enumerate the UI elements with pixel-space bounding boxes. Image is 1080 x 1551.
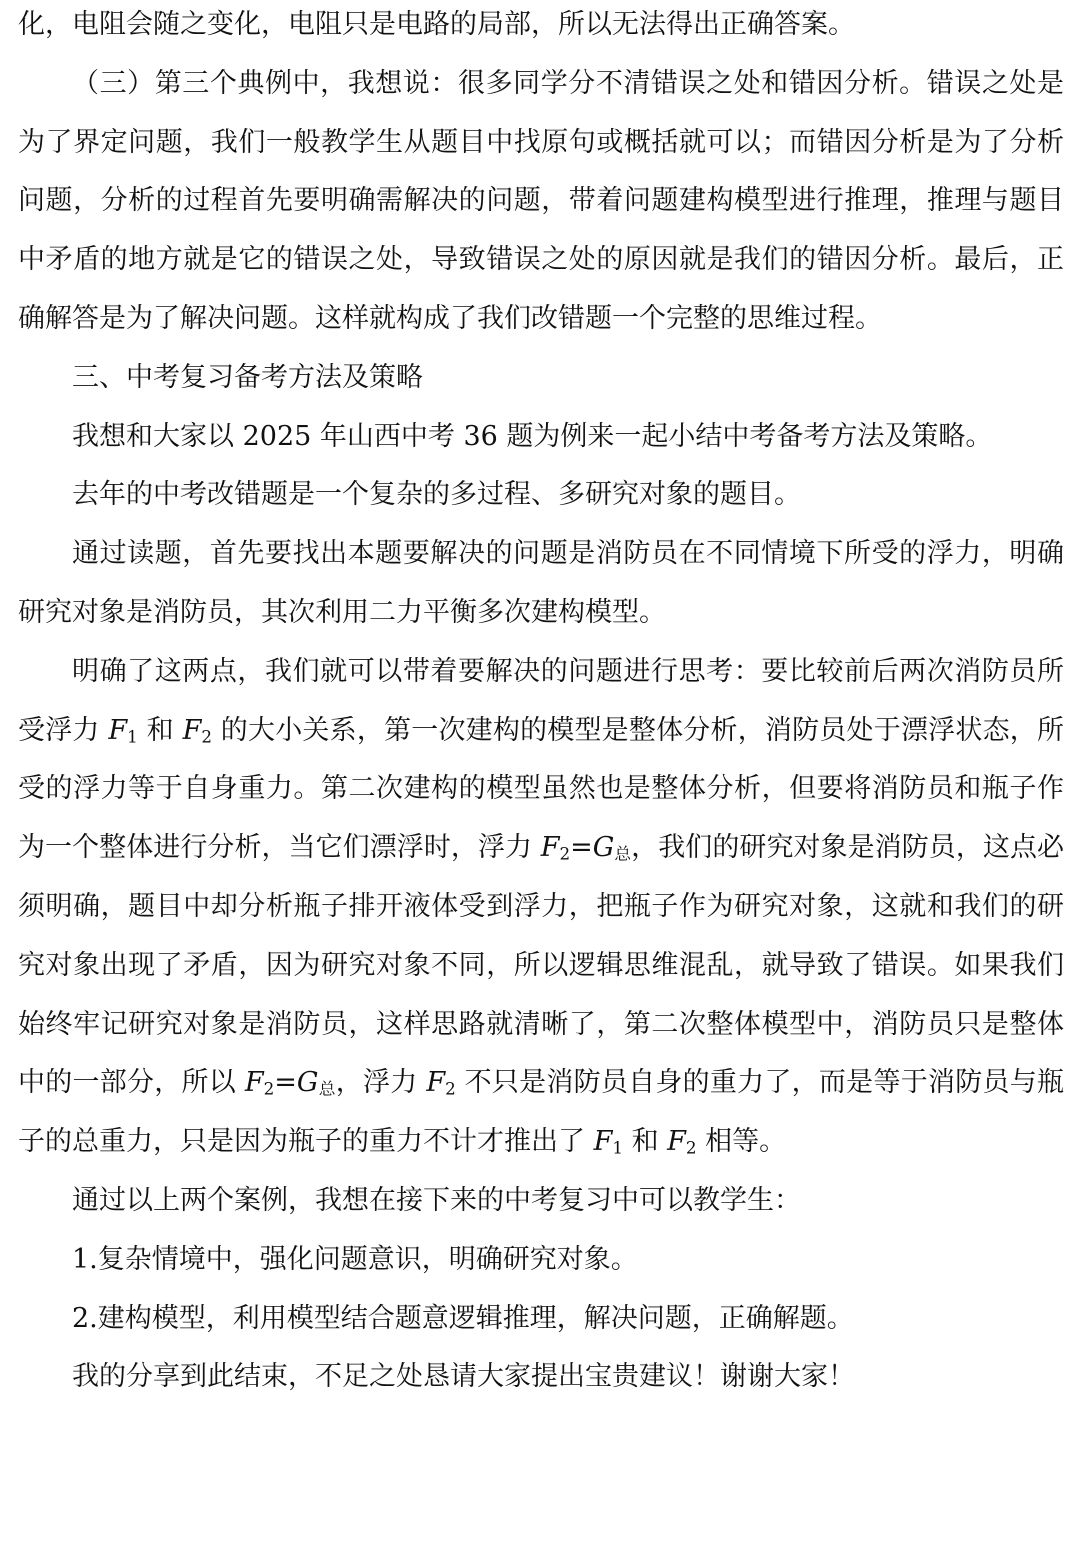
symbol-f: F <box>182 714 202 746</box>
text-run: ，我们的研究对象是消防员，这点必须明确，题目中却分析瓶子排开液体受到浮力，把瓶子作为研究对象，这就和我们的研究对象出现了矛盾，因为研究对象不同，所以逻辑思维混乱，就导致了错误。如果我们始终牢记研究对象是消防员，这样思路就清晰了，第二次整体模型中，消防员只是整体中的一部分，所以 <box>18 832 1065 1099</box>
symbol-f: F <box>108 714 128 746</box>
subscript: 总 <box>318 1079 336 1100</box>
subscript: 2 <box>201 726 212 747</box>
paragraph-5: 通过读题，首先要找出本题要解决的问题是消防员在不同情境下所受的浮力，明确研究对象是消防员，其次利用二力平衡多次建构模型。 <box>18 538 1064 628</box>
symbol-g: G <box>592 832 615 864</box>
symbol-f: F <box>593 1126 613 1158</box>
closing-paragraph: 我的分享到此结束，不足之处恳请大家提出宝贵建议！谢谢大家！ <box>72 1361 855 1393</box>
equals-sign: = <box>570 832 593 864</box>
symbol-f: F <box>540 832 560 864</box>
paragraph-2: （三）第三个典例中，我想说：很多同学分不清错误之处和错因分析。错误之处是为了界定问题，我们一般教学生从题目中找原句或概括就可以；而错因分析是为了分析问题，分析的过程首先要明确需解决的问题，带着问题建构模型进行推理，推理与题目中矛盾的地方就是它的错误之处，导致错误之处的原因就是我们的错因分析。最后，正确解答是为了解决问题。这样就构成了我们改错题一个完整的思维过程。 <box>18 67 1064 334</box>
subscript: 2 <box>685 1137 697 1158</box>
text-run: ，浮力 <box>335 1067 427 1099</box>
symbol-g: G <box>296 1067 319 1099</box>
list-item-2: 2.建构模型，利用模型结合题意逻辑推理，解决问题，正确解题。 <box>72 1302 854 1334</box>
section-heading: 三、中考复习备考方法及策略 <box>72 361 423 393</box>
paragraph-7: 通过以上两个案例，我想在接下来的中考复习中可以教学生： <box>72 1184 801 1216</box>
subscript: 2 <box>263 1079 275 1100</box>
paragraph-4: 去年的中考改错题是一个复杂的多过程、多研究对象的题目。 <box>72 479 801 511</box>
text-run: 和 <box>622 1126 668 1158</box>
text-run: 不只是消防员自身的重力了，而是等于消防员与瓶子的总重力，只是因为瓶子的重力不计才推出了 <box>18 1067 1064 1158</box>
text-run: 的大小关系，第一次建构的模型是整体分析，消防员处于漂浮状态，所受的浮力等于自身重力。第二次建构的模型虽然也是整体分析，但要将消防员和瓶子作为一个整体进行分析，当它们漂浮时，浮力 <box>18 714 1064 864</box>
subscript: 1 <box>612 1137 623 1158</box>
symbol-f: F <box>426 1067 446 1099</box>
subscript: 2 <box>559 843 571 864</box>
subscript: 总 <box>614 843 632 864</box>
text-run: 明确了这两点，我们就可以带着要解决的问题进行思考：要比较前后两次消防员所受浮力 <box>18 655 1064 746</box>
subscript: 1 <box>127 726 138 747</box>
list-item-1: 1.复杂情境中，强化问题意识，明确研究对象。 <box>72 1243 638 1275</box>
text-run: 相等。 <box>696 1126 787 1158</box>
text-run: 和 <box>137 714 183 746</box>
paragraph-3: 我想和大家以 2025 年山西中考 36 题为例来一起小结中考备考方法及策略。 <box>72 420 993 452</box>
symbol-f: F <box>244 1067 264 1099</box>
subscript: 2 <box>445 1079 456 1100</box>
equals-sign: = <box>274 1067 297 1099</box>
paragraph-1: 化，电阻会随之变化，电阻只是电路的局部，所以无法得出正确答案。 <box>18 9 855 40</box>
paragraph-6 <box>18 643 1064 1172</box>
symbol-f: F <box>667 1126 686 1158</box>
